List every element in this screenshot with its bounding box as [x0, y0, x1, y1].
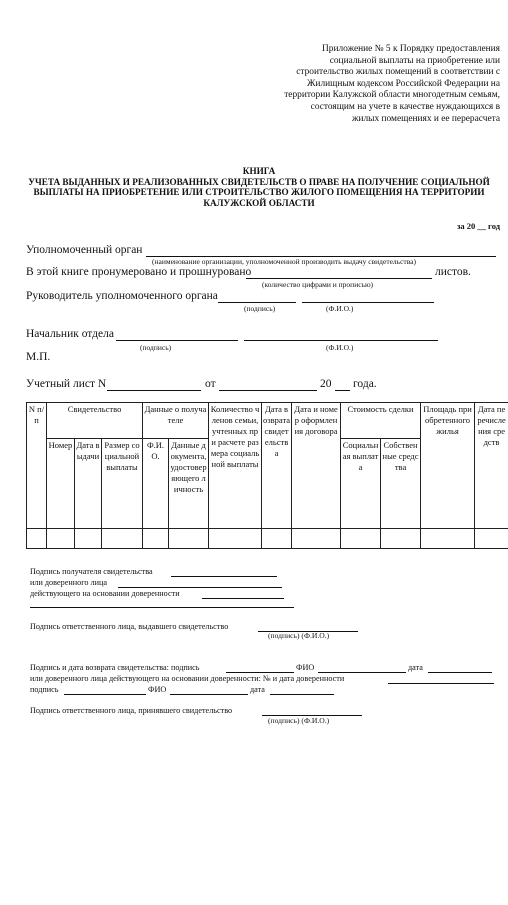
table-cell[interactable]: [143, 529, 169, 549]
subheader-social-payment: Социальная выплата: [341, 439, 381, 529]
table-row: [27, 529, 508, 549]
head-label: Руководитель уполномоченного органа: [26, 290, 218, 302]
appendix-line: социальной выплаты на приобретение или: [329, 55, 500, 66]
appendix-line: жилых помещениях и ее перерасчета: [351, 113, 500, 124]
proxy-field[interactable]: [388, 683, 494, 684]
appendix-note: [250, 44, 500, 125]
acceptor-sign-label: Подпись ответственного лица, принявшего свидетельство: [30, 706, 233, 715]
proxy-fio-label: ФИО: [148, 685, 167, 694]
recipient-sign-field[interactable]: [171, 576, 277, 577]
proxy-sign-label: подпись: [30, 685, 59, 694]
table-cell[interactable]: [75, 529, 102, 549]
subheader-issue-date: Дата выдачи: [75, 439, 102, 529]
appendix-line: Приложение № 5 к Порядку предоставления: [321, 44, 500, 54]
subheader-own-funds: Собственные средства: [381, 439, 421, 529]
appendix-line: Жилищным кодексом Российской Федерации на: [307, 78, 500, 89]
trustee-label: или доверенного лица: [30, 578, 107, 587]
account-year-field[interactable]: [335, 390, 350, 391]
subheader-payment-size: Размер социальной выплаты: [102, 439, 143, 529]
header-num: N п/п: [27, 403, 47, 529]
header-return-date: Дата возврата свидетельства: [262, 403, 292, 529]
title-line: КНИГА: [242, 166, 276, 176]
table-cell[interactable]: [341, 529, 381, 549]
appendix-line: территории Калужской области многодетным семьям,: [284, 90, 500, 101]
acting-field[interactable]: [202, 598, 284, 599]
sheets-label: листов.: [435, 266, 471, 278]
title-line: УЧЕТА ВЫДАННЫХ И РЕАЛИЗОВАННЫХ СВИДЕТЕЛЬСТВ О ПРАВЕ НА ПОЛУЧЕНИЕ СОЦИАЛЬНОЙ: [28, 176, 490, 187]
chief-sign-hint: (подпись): [140, 343, 172, 352]
title-line: КАЛУЖСКОЙ ОБЛАСТИ: [203, 197, 315, 208]
proxy-sign-field[interactable]: [64, 694, 146, 695]
table-cell[interactable]: [475, 529, 508, 549]
head-name-hint: (Ф.И.О.): [326, 304, 354, 313]
extra-field[interactable]: [30, 607, 294, 608]
header-contract: Дата и номер оформления договора: [292, 403, 341, 529]
recipient-sign-label: Подпись получателя свидетельства: [30, 567, 153, 576]
register-table: [26, 402, 508, 549]
numbered-field[interactable]: [246, 278, 432, 279]
return-fio-label: ФИО: [296, 663, 315, 672]
appendix-line: строительство жилых помещений в соответствии с: [296, 67, 500, 78]
appendix-line: состоящим на учете в качестве нуждающихся в: [310, 101, 500, 112]
header-recipient: Данные о получателе: [143, 403, 209, 439]
table-cell[interactable]: [169, 529, 209, 549]
subheader-fio: Ф.И.О.: [143, 439, 169, 529]
table-cell[interactable]: [262, 529, 292, 549]
return-date-field[interactable]: [428, 672, 492, 673]
proxy-date-label: дата: [250, 685, 265, 694]
numbered-hint: (количество цифрами и прописью): [262, 280, 374, 289]
header-row: [27, 403, 508, 439]
authority-hint: (наименование организации, уполномоченной производить выдачу свидетельства): [152, 257, 416, 266]
authority-label: Уполномоченный орган: [26, 244, 143, 256]
account-number-field[interactable]: [107, 390, 201, 391]
year-prefix: 20: [320, 378, 332, 390]
table-cell[interactable]: [27, 529, 47, 549]
proxy-fio-field[interactable]: [170, 694, 248, 695]
document-title: [20, 166, 498, 208]
year-suffix: года.: [353, 378, 377, 390]
chief-label: Начальник отдела: [26, 328, 114, 340]
trustee-field[interactable]: [118, 587, 282, 588]
chief-name-field[interactable]: [244, 340, 438, 341]
chief-sign-field[interactable]: [116, 340, 238, 341]
acceptor-hint: (подпись) (Ф.И.О.): [268, 716, 330, 725]
table-cell[interactable]: [209, 529, 262, 549]
head-name-field[interactable]: [302, 302, 434, 303]
issuer-hint: (подпись) (Ф.И.О.): [268, 631, 330, 640]
return-sign-field[interactable]: [226, 672, 294, 673]
header-cost: Стоимость сделки: [341, 403, 421, 439]
account-date-field[interactable]: [219, 390, 317, 391]
table-cell[interactable]: [292, 529, 341, 549]
head-sign-field[interactable]: [218, 302, 296, 303]
table-cell[interactable]: [381, 529, 421, 549]
chief-name-hint: (Ф.И.О.): [326, 343, 354, 352]
proxy-label: или доверенного лица действующего на основании доверенности: № и дата доверенности: [30, 674, 345, 683]
from-label: от: [205, 378, 216, 390]
header-transfer: Дата перечисления средств: [475, 403, 508, 529]
issuer-sign-label: Подпись ответственного лица, выдавшего свидетельство: [30, 622, 229, 631]
subheader-number: Номер: [47, 439, 75, 529]
table-cell[interactable]: [421, 529, 475, 549]
stamp-label: М.П.: [26, 351, 51, 363]
title-line: ВЫПЛАТЫ НА ПРИОБРЕТЕНИЕ ИЛИ СТРОИТЕЛЬСТВО ЖИЛОГО ПОМЕЩЕНИЯ НА ТЕРРИТОРИИ: [33, 187, 485, 198]
header-members: Количество членов семьи, учтенных при расчете размера социальной выплаты: [209, 403, 262, 529]
subheader-id-doc: Данные документа, удостоверяющего личность: [169, 439, 209, 529]
return-date-label: дата: [408, 663, 423, 672]
acting-label: действующего на основании доверенности: [30, 589, 180, 598]
account-label: Учетный лист N: [26, 378, 107, 390]
table-cell[interactable]: [47, 529, 75, 549]
proxy-date-field[interactable]: [270, 694, 334, 695]
header-area: Площадь приобретенного жилья: [421, 403, 475, 529]
head-sign-hint: (подпись): [244, 304, 276, 313]
return-sign-label: Подпись и дата возврата свидетельства: подпись: [30, 663, 200, 672]
numbered-label: В этой книге пронумеровано и прошнуровано: [26, 266, 252, 278]
return-fio-field[interactable]: [318, 672, 406, 673]
table-cell[interactable]: [102, 529, 143, 549]
header-certificate: Свидетельство: [47, 403, 143, 439]
year-label: за 20 __ год: [457, 221, 500, 231]
